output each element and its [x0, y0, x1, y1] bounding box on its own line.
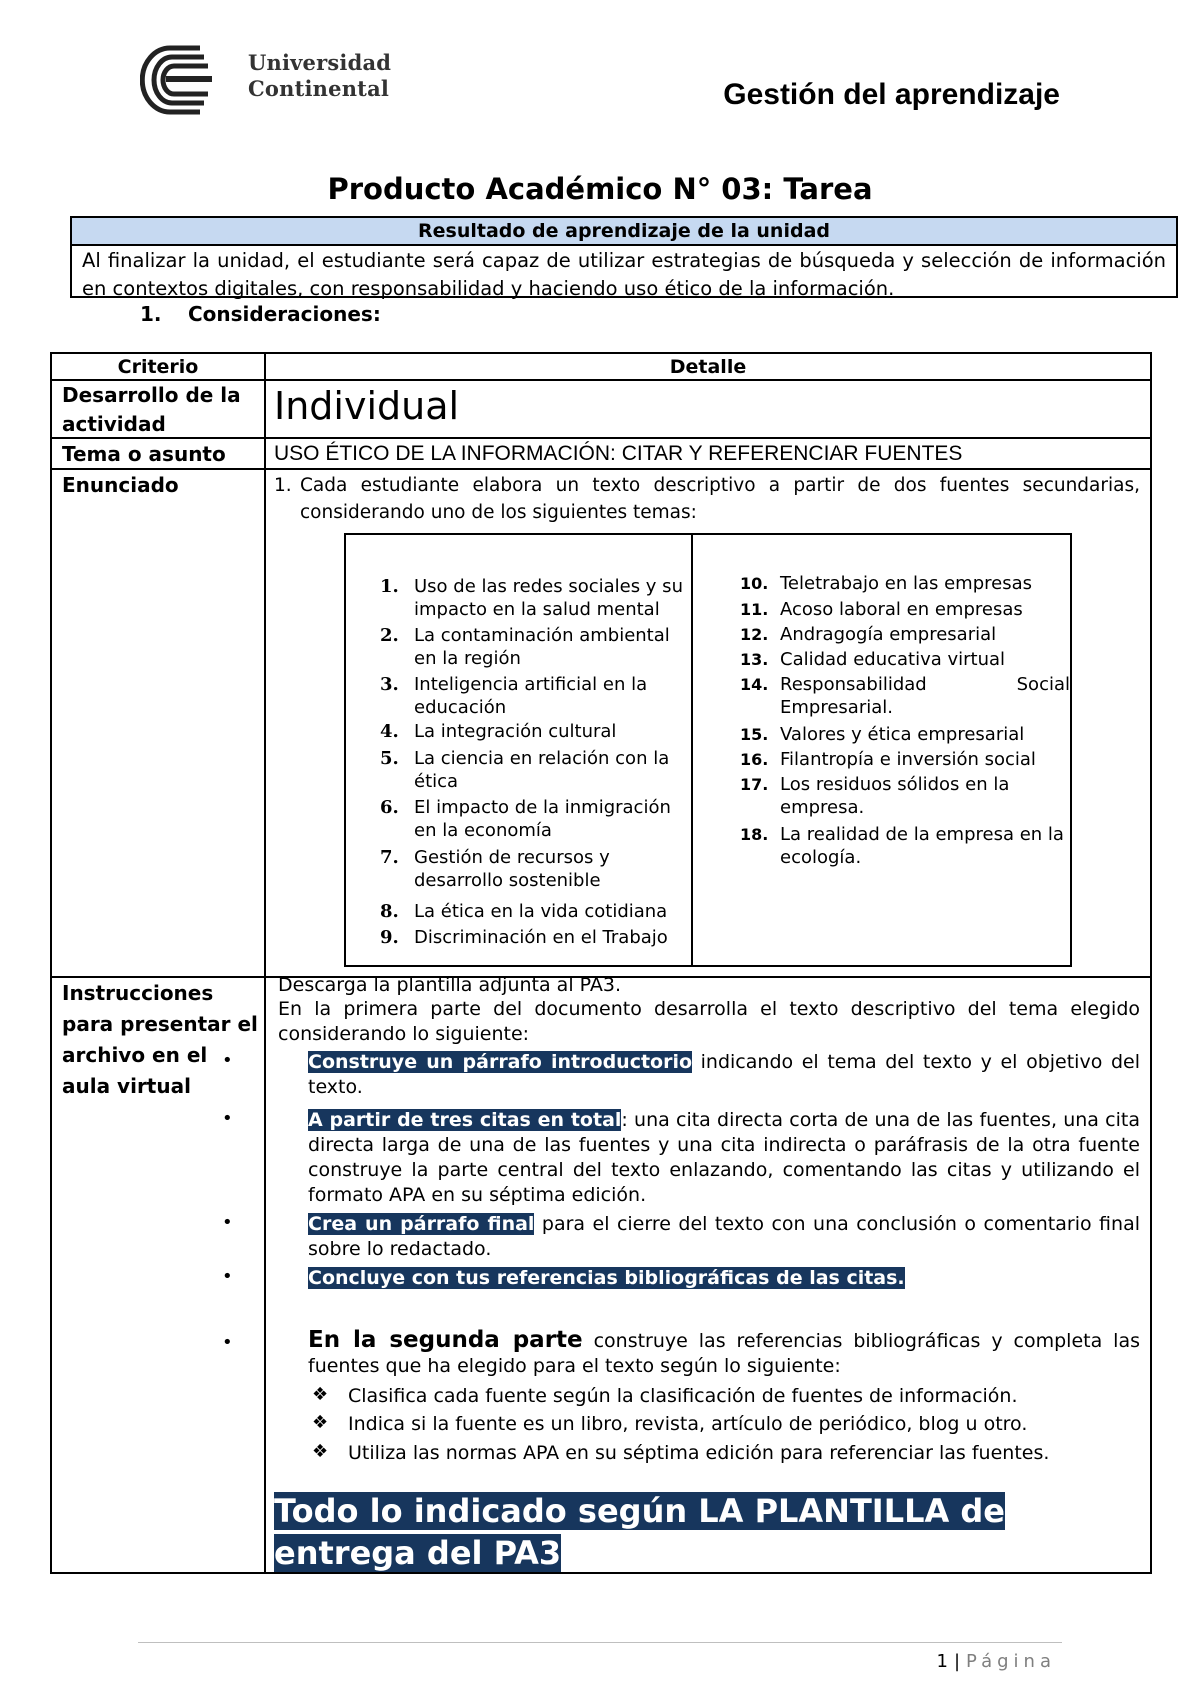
section-title: Gestión del aprendizaje — [723, 78, 1060, 111]
diamond-bullet-icon: ❖ — [312, 1441, 329, 1462]
sub-item: Indica si la fuente es un libro, revista, artículo de periódico, blog u otro. — [348, 1413, 1028, 1435]
final-note-highlight: Todo lo indicado según LA PLANTILLA de entrega del PA3 — [274, 1492, 1005, 1572]
document-title: Producto Académico N° 03: Tarea — [327, 172, 873, 206]
column-header-detalle: Detalle — [669, 356, 747, 378]
diamond-bullet-icon: ❖ — [312, 1412, 329, 1433]
footer-divider — [138, 1642, 1062, 1643]
criterion-desarrollo: Desarrollo de la actividad — [62, 383, 241, 436]
bullet-item: Concluye con tus referencias bibliográficas de las citas. — [308, 1267, 905, 1289]
detail-desarrollo: Individual — [274, 384, 460, 428]
bullet-item-second-part: En la segunda parte construye las referencias bibliográficas y completa las fuentes que ha elegido para el texto según lo siguiente: — [308, 1327, 1140, 1377]
bullet-icon: • — [222, 1050, 233, 1071]
sub-item: Utiliza las normas APA en su séptima edición para referenciar las fuentes. — [348, 1442, 1050, 1464]
logo-text-line1: Universidad — [248, 50, 392, 75]
criterion-enunciado: Enunciado — [62, 473, 179, 497]
considerations-number: 1. — [140, 302, 162, 326]
statement-text: Cada estudiante elabora un texto descriptivo a partir de dos fuentes secundarias, considerando uno de los siguientes temas: — [300, 475, 1140, 523]
sub-item: Clasifica cada fuente según la clasificación de fuentes de información. — [348, 1385, 1018, 1407]
bullet-item: A partir de tres citas en total: una cita directa corta de una de las fuentes, una cita directa larga de una de las fuentes y una cita indirecta o paráfrasis de la otra fuente construye la parte central del texto enlazando, comentando las citas y utilizando el formato APA en su séptima edición. — [308, 1109, 1140, 1206]
bullet-item: Crea un párrafo final para el cierre del texto con una conclusión o comentario final sobre lo redactado. — [308, 1213, 1140, 1260]
learning-outcome-text: Al finalizar la unidad, el estudiante será capaz de utilizar estrategias de búsqueda y selección de información en contextos digitales, con responsabilidad y haciendo uso ético de la información. — [82, 249, 1166, 300]
bullet-icon: • — [222, 1108, 233, 1129]
page-number: 1 — [936, 1651, 948, 1672]
bullet-icon: • — [222, 1332, 233, 1353]
considerations-label: Consideraciones: — [188, 302, 381, 326]
instructions-line2: En la primera parte del documento desarrolla el texto descriptivo del tema elegido considerando lo siguiente: — [278, 998, 1140, 1045]
bullet-icon: • — [222, 1266, 233, 1287]
detail-tema: USO ÉTICO DE LA INFORMACIÓN: CITAR Y REFERENCIAR FUENTES — [274, 442, 963, 465]
criterion-instrucciones: Instrucciones para presentar el archivo en el aula virtual — [62, 981, 258, 1098]
bullet-item: Construye un párrafo introductorio indicando el tema del texto y el objetivo del texto. — [308, 1051, 1140, 1098]
criterion-tema: Tema o asunto — [62, 442, 226, 466]
statement-number: 1. — [274, 475, 292, 496]
page-label: Página — [966, 1651, 1056, 1672]
instructions-line1: Descarga la plantilla adjunta al PA3. — [278, 974, 622, 996]
page-footer: 1 | Página — [936, 1651, 1056, 1672]
learning-outcome-heading: Resultado de aprendizaje de la unidad — [72, 218, 1176, 246]
diamond-bullet-icon: ❖ — [312, 1384, 329, 1405]
column-header-criterio: Criterio — [117, 356, 199, 378]
logo-text-line2: Continental — [248, 76, 390, 101]
bullet-icon: • — [222, 1212, 233, 1233]
